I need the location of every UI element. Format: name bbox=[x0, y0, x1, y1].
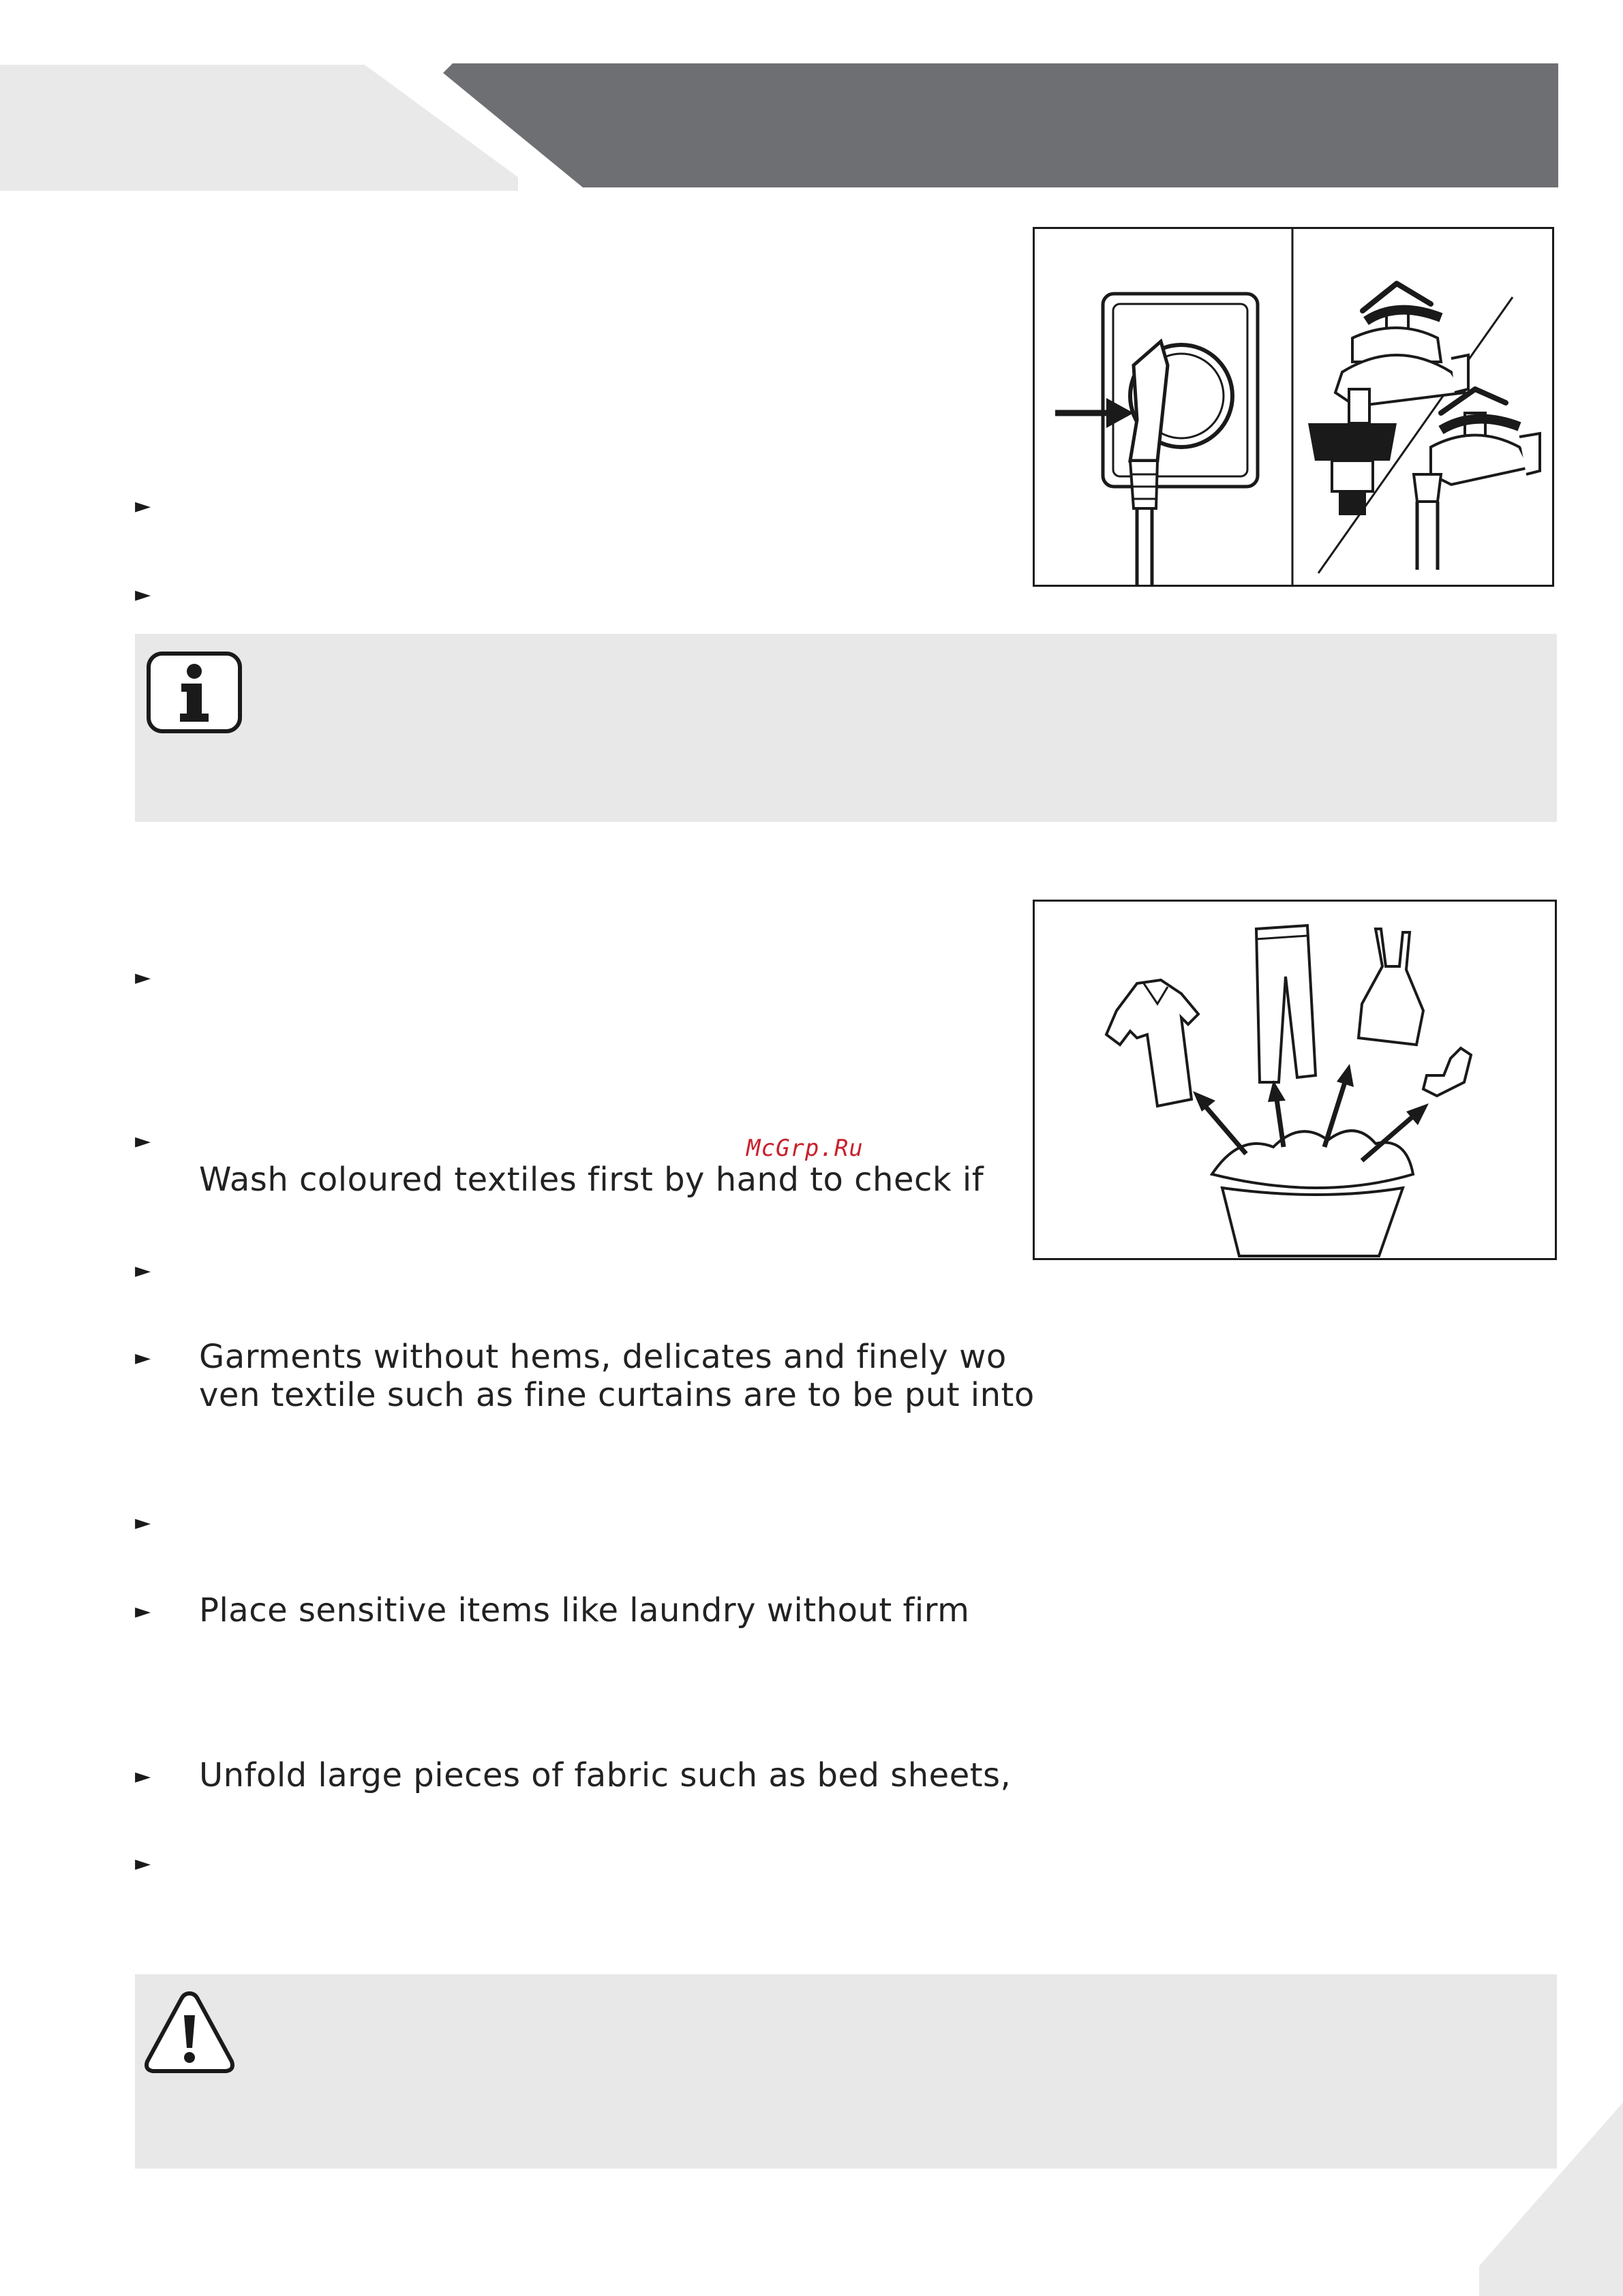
laundry-basket-icon bbox=[1222, 1188, 1403, 1256]
bullet: ► bbox=[135, 966, 151, 990]
info-panel bbox=[135, 634, 1557, 822]
watermark: McGrp.Ru bbox=[746, 1135, 864, 1162]
bullet: ► bbox=[135, 1599, 151, 1623]
bullet: ► bbox=[135, 1346, 151, 1370]
bullet: ► bbox=[135, 494, 151, 518]
camisole-icon bbox=[1359, 929, 1423, 1045]
bullet: ► bbox=[135, 1764, 151, 1788]
jeans-icon bbox=[1256, 925, 1316, 1082]
paragraph-line: Unfold large pieces of fabric such as bed sheets, bbox=[199, 1756, 1012, 1794]
bullet: ► bbox=[135, 1259, 151, 1283]
header-bar bbox=[443, 63, 1558, 187]
water-tap-open-icon bbox=[1294, 229, 1550, 585]
sock-icon bbox=[1423, 1048, 1471, 1096]
info-icon bbox=[146, 651, 243, 734]
plug-tap-figure bbox=[1033, 227, 1554, 587]
warning-icon bbox=[142, 1988, 237, 2077]
bullet: ► bbox=[135, 583, 151, 607]
paragraph-line: ven textile such as fine curtains are to be put into bbox=[199, 1376, 1035, 1414]
warning-panel bbox=[135, 1974, 1557, 2169]
paragraph-line: Place sensitive items like laundry without firm bbox=[199, 1591, 970, 1629]
bullet: ► bbox=[135, 1852, 151, 1876]
laundry-figure bbox=[1033, 900, 1557, 1260]
header-tab bbox=[0, 65, 525, 191]
bullet: ► bbox=[135, 1511, 151, 1535]
paragraph-line: Wash coloured textiles first by hand to check if bbox=[199, 1161, 984, 1199]
shirt-icon bbox=[1106, 980, 1198, 1106]
bullet: ► bbox=[135, 1129, 151, 1153]
paragraph-line: Garments without hems, delicates and finely wo bbox=[199, 1338, 1007, 1376]
laundry-sorting-illustration bbox=[1035, 902, 1555, 1258]
